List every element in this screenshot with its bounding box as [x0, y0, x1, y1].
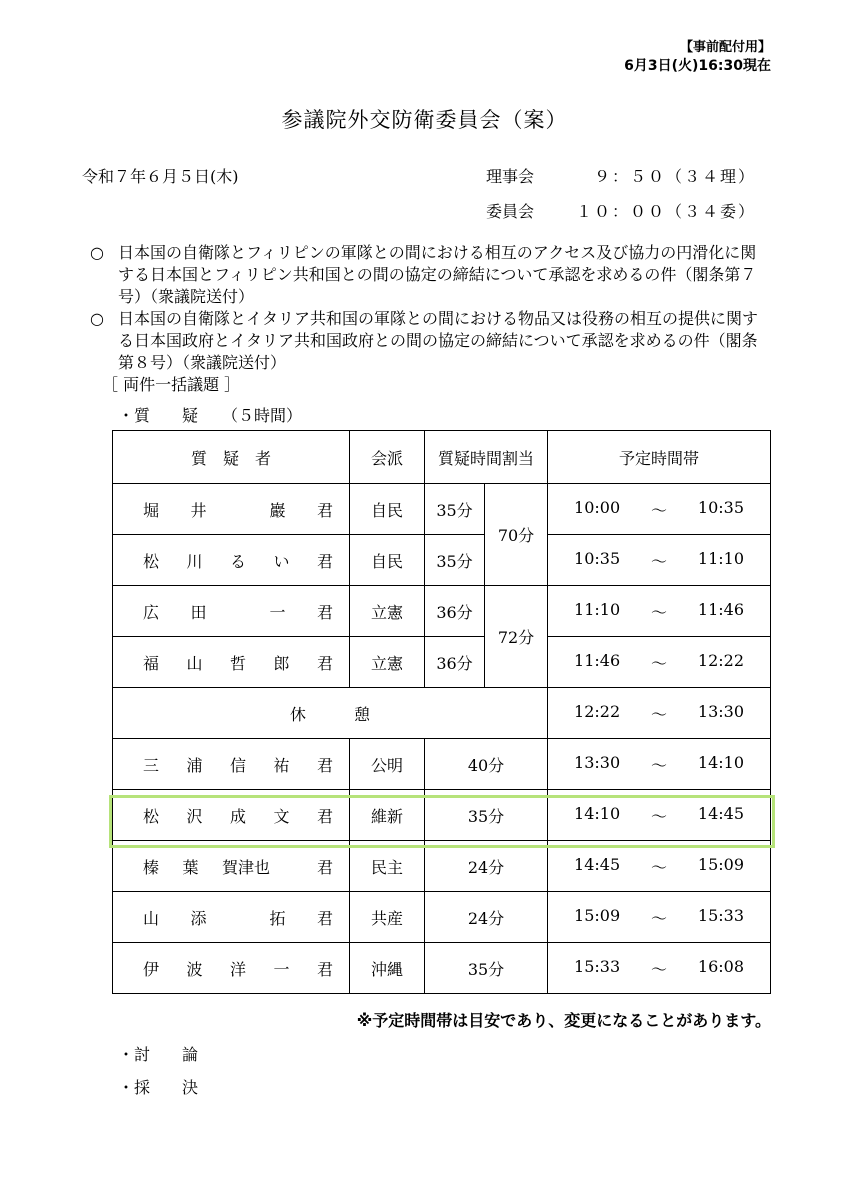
questioner-name: [113, 484, 350, 535]
name-char: 君: [316, 602, 333, 622]
minutes: 36分: [425, 637, 485, 688]
time-slot: [548, 535, 771, 586]
name-chars: [113, 804, 349, 827]
time-slot-inner: [548, 906, 770, 929]
name-char: 広: [143, 602, 160, 622]
as-of-timestamp: 6月3日(火)16:30現在: [624, 58, 771, 74]
name-char: 祐: [273, 755, 290, 775]
minutes: 36分: [425, 586, 485, 637]
slot-tilde: ～: [651, 857, 668, 877]
minutes: 35分: [425, 943, 548, 994]
questioner-name: [113, 586, 350, 637]
name-char: 郎: [273, 653, 290, 673]
time-slot-inner: [548, 702, 770, 725]
name-chars: [113, 753, 349, 776]
schedule-label: 委員会: [486, 202, 535, 221]
name-char: 君: [316, 806, 333, 826]
meeting-date: 令和７年６月５日(木): [82, 167, 239, 186]
time-slot-inner: [548, 600, 770, 623]
name-char: 三: [143, 755, 160, 775]
name-char: 君: [316, 755, 333, 775]
name-chars: [113, 600, 349, 623]
time-slot: [548, 484, 771, 535]
time-slot: [548, 688, 771, 739]
document-title: 参議院外交防衛委員会（案）: [281, 108, 568, 132]
table-row: [113, 586, 771, 637]
slot-tilde: ～: [651, 908, 668, 928]
slot-tilde: ～: [651, 551, 668, 571]
table-row: [113, 790, 771, 841]
time-slot-inner: [548, 498, 770, 521]
schedule-committee: [486, 199, 756, 222]
time-slot-inner: [548, 651, 770, 674]
name-char: 信: [229, 755, 246, 775]
slot-start: 10:00: [574, 497, 621, 517]
name-chars: [113, 498, 349, 521]
slot-end: 14:10: [697, 752, 744, 772]
schedule-label: 理事会: [486, 167, 535, 186]
agenda-text: 日本国の自衛隊とフィリピンの軍隊との間における相互のアクセス及び協力の円滑化に関する日本国とフィリピン共和国との間の協定の締結について承認を求めるの件（閣条第７号）（衆議院送付）: [118, 243, 757, 306]
name-char: 文: [273, 806, 290, 826]
bundle-note: ［ 両件一括議題 ］: [102, 375, 241, 394]
question-label: ・質 疑: [118, 406, 199, 425]
name-char: 伊: [143, 959, 160, 979]
slot-start: 14:45: [574, 854, 621, 874]
party: 立憲: [350, 637, 425, 688]
name-char: 沢: [186, 806, 203, 826]
group-minutes: 70分: [485, 484, 548, 586]
party: 共産: [350, 892, 425, 943]
table-row: [113, 943, 771, 994]
name-char: 拓: [269, 908, 286, 928]
name-chars: [113, 651, 349, 674]
time-slot-inner: [548, 753, 770, 776]
slot-start: 13:30: [574, 752, 621, 772]
slot-tilde: ～: [651, 653, 668, 673]
header-allocation: 質疑時間割当: [425, 431, 548, 484]
agenda-mark: ○: [90, 243, 104, 262]
table-row: [113, 841, 771, 892]
name-char: る: [229, 551, 246, 571]
time-slot-inner: [548, 855, 770, 878]
name-chars: [113, 906, 349, 929]
party: 公明: [350, 739, 425, 790]
agenda-text: 日本国の自衛隊とイタリア共和国の軍隊との間における物品又は役務の相互の提供に関する日本国政府とイタリア共和国政府との間の協定の締結について承認を求めるの件（閣条第８号）（衆議院送付）: [118, 309, 759, 372]
header-slot: 予定時間帯: [548, 431, 771, 484]
name-char: 君: [316, 959, 333, 979]
name-char: 葉: [182, 857, 199, 877]
header-party: 会派: [350, 431, 425, 484]
party: 民主: [350, 841, 425, 892]
name-char: 井: [190, 500, 207, 520]
schedule-value: １０：００（３４委）: [576, 202, 757, 221]
questioner-name: [113, 637, 350, 688]
name-char: 君: [316, 653, 333, 673]
time-slot: [548, 586, 771, 637]
slot-end: 15:33: [697, 905, 744, 925]
break-label: 休 憩: [113, 688, 548, 739]
name-char: 君: [316, 908, 333, 928]
name-char: 松: [143, 551, 160, 571]
party: 沖縄: [350, 943, 425, 994]
slot-end: 10:35: [697, 497, 744, 517]
minutes: 40分: [425, 739, 548, 790]
questioner-name: [113, 739, 350, 790]
name-char: 山: [186, 653, 203, 673]
minutes: 35分: [425, 535, 485, 586]
slot-tilde: ～: [651, 959, 668, 979]
minutes: 24分: [425, 892, 548, 943]
schedule-board: [486, 164, 756, 187]
table-row: [113, 637, 771, 688]
schedule-value: ９：５０（３４理）: [576, 167, 757, 186]
minutes: 24分: [425, 841, 548, 892]
slot-tilde: ～: [651, 755, 668, 775]
time-slot-inner: [548, 804, 770, 827]
slot-start: 15:33: [574, 956, 621, 976]
time-slot-inner: [548, 957, 770, 980]
tag-label: 【事前配付用】: [679, 40, 771, 55]
name-char: 君: [316, 500, 333, 520]
slot-end: 12:22: [697, 650, 744, 670]
time-slot: [548, 892, 771, 943]
questioner-name: [113, 841, 350, 892]
slot-end: 14:45: [697, 803, 744, 823]
party: 自民: [350, 484, 425, 535]
name-char: 浦: [186, 755, 203, 775]
slot-start: 14:10: [574, 803, 621, 823]
name-chars: [113, 549, 349, 572]
time-slot-inner: [548, 549, 770, 572]
name-char: 波: [186, 959, 203, 979]
table-row: [113, 892, 771, 943]
party: 自民: [350, 535, 425, 586]
minutes: 35分: [425, 484, 485, 535]
table-row: [113, 484, 771, 535]
questioner-name: [113, 790, 350, 841]
slot-end: 11:46: [697, 599, 744, 619]
slot-tilde: ～: [651, 806, 668, 826]
name-char: い: [273, 551, 290, 571]
name-char: 川: [186, 551, 203, 571]
table-row: [113, 739, 771, 790]
name-char: 洋: [229, 959, 246, 979]
questioner-name: [113, 535, 350, 586]
name-char: 君: [316, 551, 333, 571]
slot-tilde: ～: [651, 500, 668, 520]
minutes: 35分: [425, 790, 548, 841]
name-char: 巖: [269, 500, 286, 520]
slot-start: 11:10: [574, 599, 621, 619]
break-row: [113, 688, 771, 739]
time-slot: [548, 790, 771, 841]
agenda-mark: ○: [90, 309, 104, 328]
name-char: 成: [229, 806, 246, 826]
name-char: 榛: [143, 857, 160, 877]
slot-end: 13:30: [697, 701, 744, 721]
time-slot: [548, 943, 771, 994]
header-questioner: 質 疑 者: [113, 431, 350, 484]
distribution-tag: [624, 36, 771, 75]
name-char: 堀: [143, 500, 160, 520]
name-char: 松: [143, 806, 160, 826]
slot-tilde: ～: [651, 602, 668, 622]
slot-start: 12:22: [574, 701, 621, 721]
name-char: 一: [269, 602, 286, 622]
question-schedule-table: [112, 430, 771, 994]
time-slot: [548, 637, 771, 688]
name-char: 一: [273, 959, 290, 979]
table-header-row: [113, 431, 771, 484]
step-vote: ・採 決: [118, 1078, 199, 1097]
slot-end: 16:08: [697, 956, 744, 976]
agenda-item: [90, 242, 770, 308]
party: 立憲: [350, 586, 425, 637]
step-debate: ・討 論: [118, 1045, 199, 1064]
name-chars: [113, 855, 349, 878]
name-char: 君: [316, 857, 333, 877]
name-char: 田: [190, 602, 207, 622]
table-row: [113, 535, 771, 586]
name-char: 福: [143, 653, 160, 673]
questioner-name: [113, 892, 350, 943]
agenda-item: [90, 308, 770, 374]
time-slot: [548, 739, 771, 790]
slot-start: 11:46: [574, 650, 621, 670]
slot-start: 15:09: [574, 905, 621, 925]
question-duration: （５時間）: [222, 406, 303, 425]
slot-tilde: ～: [651, 704, 668, 724]
group-minutes: 72分: [485, 586, 548, 688]
time-slot: [548, 841, 771, 892]
name-char: 哲: [229, 653, 246, 673]
schedule-note: ※予定時間帯は目安であり、変更になることがあります。: [356, 1011, 771, 1030]
slot-end: 11:10: [697, 548, 744, 568]
name-char: 賀津也: [222, 857, 271, 877]
party: 維新: [350, 790, 425, 841]
name-char: 山: [143, 908, 160, 928]
name-char: 添: [190, 908, 207, 928]
questioner-name: [113, 943, 350, 994]
slot-start: 10:35: [574, 548, 621, 568]
slot-end: 15:09: [697, 854, 744, 874]
name-chars: [113, 957, 349, 980]
question-item: [118, 403, 302, 426]
